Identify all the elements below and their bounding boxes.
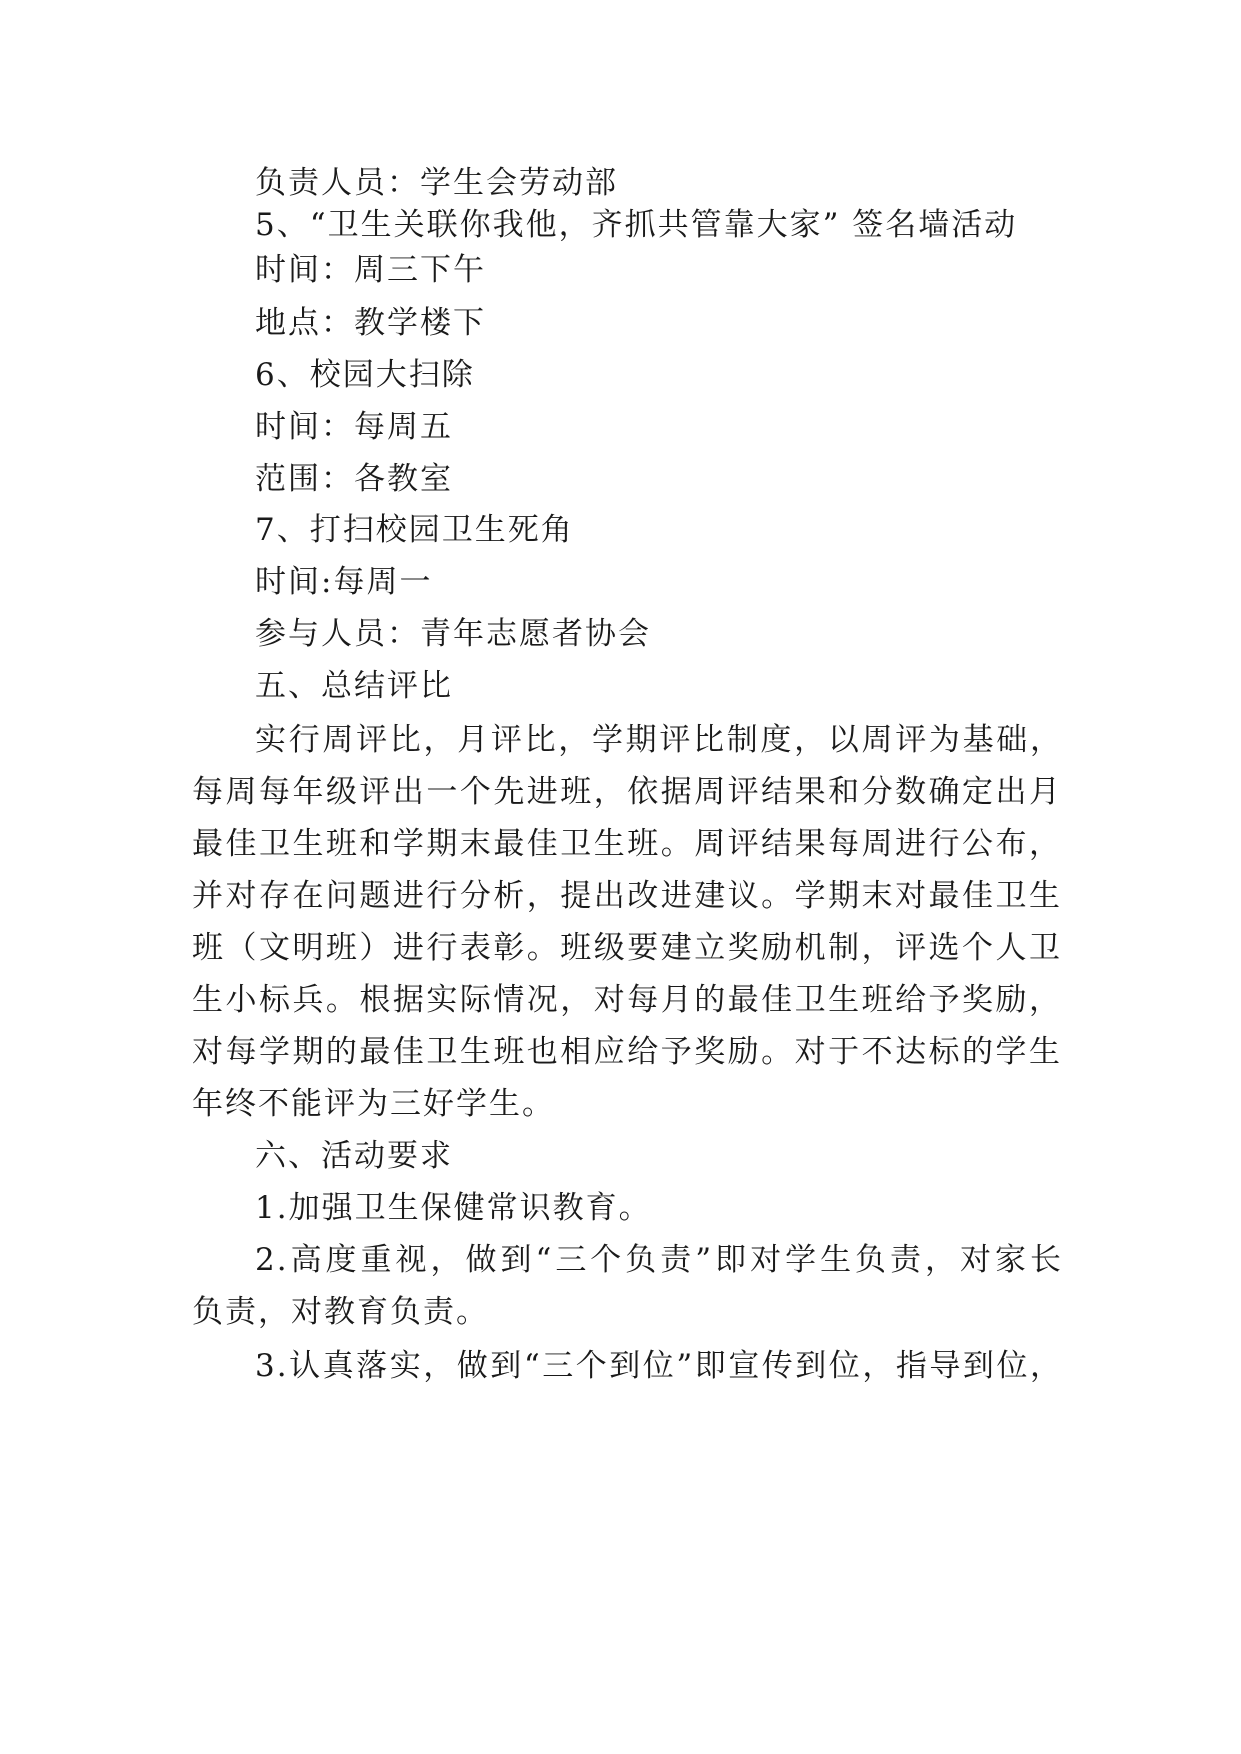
list-item-continuation: 负责，对教育负责。 — [192, 1294, 489, 1330]
paragraph-line: 生小标兵。根据实际情况，对每月的最佳卫生班给予奖励， — [192, 982, 1062, 1018]
text-line: 参与人员：青年志愿者协会 — [255, 616, 651, 652]
text-line: 时间：周三下午 — [255, 252, 486, 288]
paragraph-line: 实行周评比，月评比，学期评比制度，以周评为基础， — [255, 722, 1063, 758]
text-line: 时间：每周五 — [255, 409, 453, 445]
paragraph-line: 每周每年级评出一个先进班，依据周评结果和分数确定出月 — [192, 774, 1062, 810]
text-line: 时间:每周一 — [255, 564, 433, 600]
list-item: 1.加强卫生保健常识教育。 — [255, 1190, 652, 1226]
list-item: 2.高度重视，做到“三个负责”即对学生负责，对家长 — [255, 1242, 1063, 1278]
paragraph-line: 年终不能评为三好学生。 — [192, 1086, 555, 1122]
section-heading: 五、总结评比 — [255, 668, 453, 704]
section-heading: 5、“卫生关联你我他，齐抓共管靠大家” 签名墙活动 — [255, 207, 1018, 243]
paragraph-line: 班（文明班）进行表彰。班级要建立奖励机制，评选个人卫 — [192, 930, 1062, 966]
paragraph-line: 对每学期的最佳卫生班也相应给予奖励。对于不达标的学生 — [192, 1034, 1062, 1070]
section-heading: 7、打扫校园卫生死角 — [255, 512, 574, 548]
list-item: 3.认真落实，做到“三个到位”即宣传到位，指导到位， — [255, 1348, 1063, 1384]
section-heading: 六、活动要求 — [255, 1138, 453, 1174]
section-heading: 6、校园大扫除 — [255, 357, 475, 393]
text-line: 范围：各教室 — [255, 461, 453, 497]
paragraph-line: 并对存在问题进行分析，提出改进建议。学期末对最佳卫生 — [192, 878, 1062, 914]
text-line: 地点：教学楼下 — [255, 305, 486, 341]
paragraph-line: 最佳卫生班和学期末最佳卫生班。周评结果每周进行公布， — [192, 826, 1062, 862]
text-line: 负责人员：学生会劳动部 — [255, 165, 618, 201]
